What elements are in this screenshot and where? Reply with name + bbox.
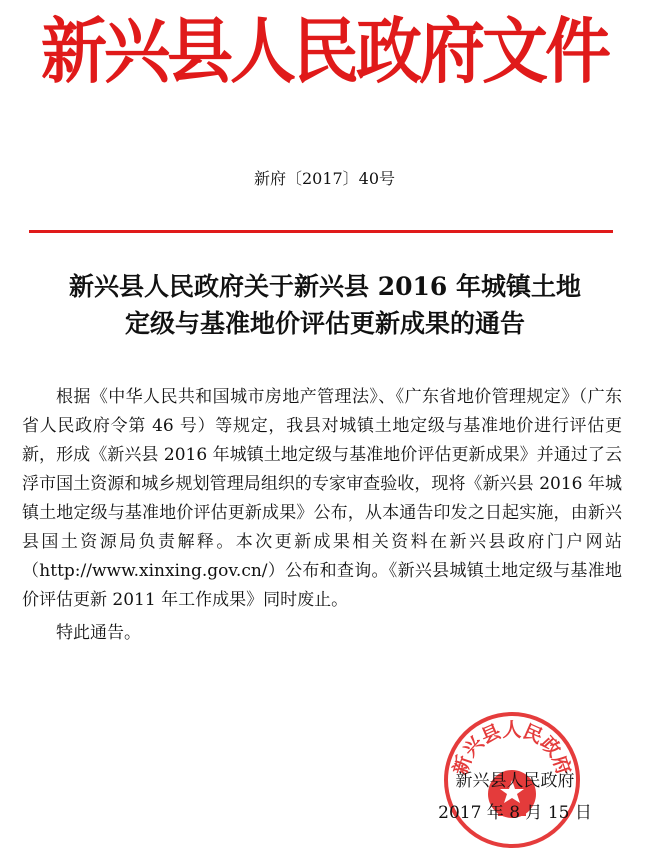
- signature-block: [420, 765, 610, 829]
- seal-arc-text: 新兴县人民政府: [449, 719, 575, 778]
- issuing-authority: 新兴县人民政府: [455, 771, 575, 791]
- notice-title-line-2: 定级与基准地价评估更新成果的通告: [124, 309, 525, 338]
- red-divider-line: [29, 230, 613, 233]
- issue-date: 2017 年 8 月 15 日: [438, 803, 592, 823]
- body-paragraph: 根据《中华人民共和国城市房地产管理法》、《广东省地价管理规定》（广东省人民政府令第 46 号）等规定，我县对城镇土地定级与基准地价进行评估更新，形成《新兴县 2016 年城镇土地定级与基准地价评估更新成果》并通过了云浮市国土资源和城乡规划管理局组织的专家审查验收，现将《新兴县 2016 年城镇土地定级与基准地价评估更新成果》公布，从本通告印发之日起实施，由新兴县国土资源局负责解释。本次更新成果相关资料在新兴县政府门户网站（http://www.xinxing.gov.cn/）公布和查询。《新兴县城镇土地定级与基准地价评估更新 2011 年工作成果》同时废止。: [22, 387, 622, 610]
- document-header-title: 新兴县人民政府文件: [41, 9, 608, 94]
- notice-body: [22, 383, 622, 648]
- notice-title: [30, 268, 620, 342]
- notice-title-line-1: 新兴县人民政府关于新兴县 2016 年城镇土地: [69, 272, 581, 301]
- closing-remark: 特此通告。: [56, 623, 141, 643]
- document-number: 新府〔2017〕40号: [253, 169, 396, 188]
